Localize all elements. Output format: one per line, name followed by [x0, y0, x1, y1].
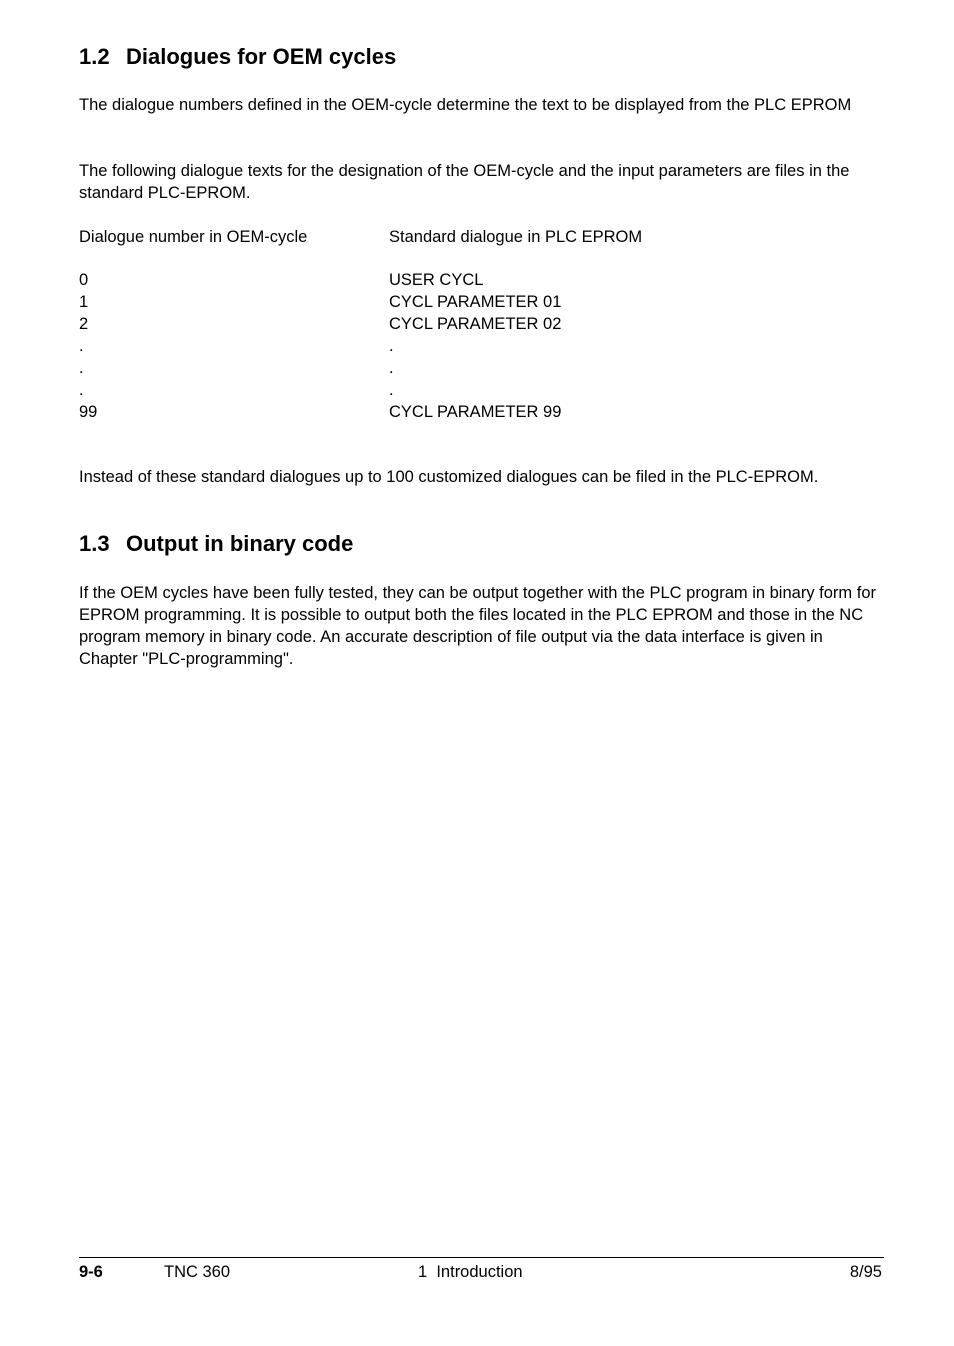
dialogue-text: CYCL PARAMETER 01	[389, 293, 562, 311]
dialogue-text: .	[389, 337, 394, 355]
table-row	[79, 401, 884, 423]
section-number: 1.2	[79, 44, 110, 69]
paragraph: Instead of these standard dialogues up to 100 customized dialogues can be filed in the PLC-EPROM.	[79, 468, 819, 486]
section-title: Dialogues for OEM cycles	[126, 44, 397, 69]
dialogue-number: .	[79, 337, 84, 355]
dialogue-text: CYCL PARAMETER 02	[389, 315, 562, 333]
dialogue-number: 2	[79, 315, 89, 333]
edition-date: 8/95	[849, 1263, 882, 1281]
dialogue-number: 0	[79, 271, 89, 289]
page-footer	[79, 1257, 884, 1288]
page-number: 9-6	[79, 1263, 103, 1281]
table-row	[79, 379, 884, 401]
product-name: TNC 360	[164, 1263, 231, 1281]
section-number: 1.3	[79, 531, 110, 556]
section-1-3-heading	[79, 531, 353, 557]
paragraph: The following dialogue texts for the designation of the OEM-cycle and the input parameters are files in the standard PLC-EPROM.	[79, 162, 850, 202]
dialogue-text: .	[389, 381, 394, 399]
dialogue-text: USER CYCL	[389, 271, 484, 289]
dialogue-number: .	[79, 359, 84, 377]
table-row	[79, 269, 884, 291]
table-row	[79, 357, 884, 379]
column-header: Standard dialogue in PLC EPROM	[389, 228, 643, 246]
dialogue-number: .	[79, 381, 84, 399]
paragraph: The dialogue numbers defined in the OEM-cycle determine the text to be displayed from the PLC EPROM	[79, 96, 852, 114]
table-row	[79, 335, 884, 357]
section-title: Output in binary code	[126, 531, 354, 556]
dialogue-number: 99	[79, 403, 98, 421]
dialogue-text: CYCL PARAMETER 99	[389, 403, 562, 421]
section-1-2-heading	[79, 44, 396, 70]
dialogue-number: 1	[79, 293, 89, 311]
chapter-title: 1 Introduction	[418, 1263, 523, 1281]
dialogue-text: .	[389, 359, 394, 377]
column-header: Dialogue number in OEM-cycle	[79, 228, 308, 246]
table-row	[79, 291, 884, 313]
table-header-row	[79, 226, 884, 248]
table-row	[79, 313, 884, 335]
paragraph: If the OEM cycles have been fully tested, they can be output together with the PLC program in binary form for EPROM programming. It is possible to output both the files located in the PLC EPROM and those in the NC program memory in binary code. An accurate description of file output via the data interface is given in Chapter "PLC-programming".	[79, 584, 876, 668]
